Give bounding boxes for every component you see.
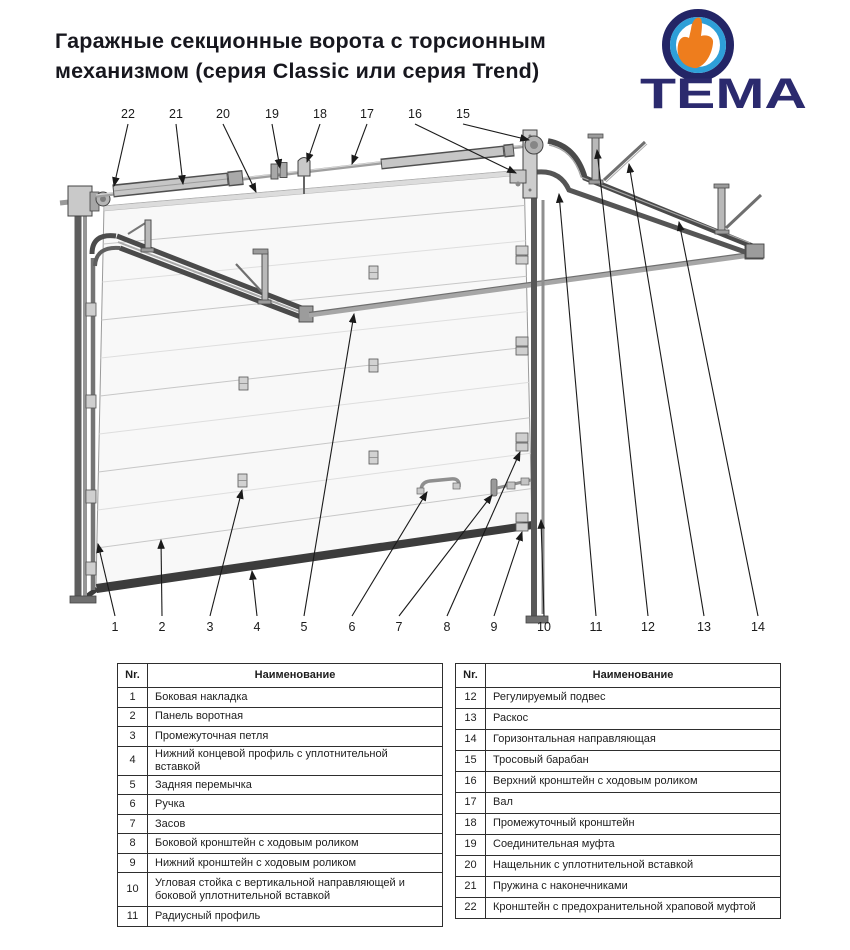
part-name-cell: Соединительная муфта [486,835,781,856]
table-header-row [456,664,781,688]
callout-13: 13 [697,620,711,634]
table-row [118,853,443,873]
safety-ratchet-bracket [68,186,92,216]
part-number-cell: 5 [118,775,148,795]
part-name-cell: Горизонтальная направляющая [486,730,781,751]
name-header: Наименование [486,664,781,688]
callout-19: 19 [265,107,279,121]
part-number-cell: 22 [456,898,486,919]
table-row [118,775,443,795]
part-name-cell: Нижний кронштейн с ходовым роликом [148,853,443,873]
callout-12: 12 [641,620,655,634]
callout-4: 4 [253,620,261,634]
part-number-cell: 6 [118,795,148,815]
table-row [456,877,781,898]
logo-wordmark: ТЕМА [640,70,807,113]
part-number-cell: 13 [456,709,486,730]
table-header-row [118,664,443,688]
part-name-cell: Радиусный профиль [148,907,443,927]
callout-9: 9 [490,620,498,634]
part-number-cell: 4 [118,746,148,775]
part-name-cell: Угловая стойка с вертикальной направляющей и боковой уплотнительной вставкой [148,873,443,907]
table-row [118,746,443,775]
callout-6: 6 [348,620,356,634]
callout-11: 11 [589,620,603,634]
part-number-cell: 12 [456,688,486,709]
title-line-2: механизмом (серия Classic или серия Trend) [55,59,540,83]
part-name-cell: Нащельник с уплотнительной вставкой [486,856,781,877]
part-number-cell: 11 [118,907,148,927]
table-row [118,707,443,727]
part-number-cell: 1 [118,688,148,708]
part-name-cell: Засов [148,814,443,834]
part-name-cell: Верхний кронштейн с ходовым роликом [486,772,781,793]
right-horizontal-track [537,141,764,258]
callout-10: 10 [537,620,551,634]
page-title [55,26,546,86]
part-number-cell: 9 [118,853,148,873]
tema-logo [636,8,811,113]
callout-16: 16 [408,107,422,121]
table-row [118,688,443,708]
callout-17: 17 [360,107,374,121]
part-name-cell: Панель воротная [148,707,443,727]
part-number-cell: 10 [118,873,148,907]
part-number-cell: 8 [118,834,148,854]
part-name-cell: Тросовый барабан [486,751,781,772]
door-assembly-diagram [0,100,850,660]
table-row [118,727,443,747]
parts-table-right [455,663,781,919]
intermediate-bracket [298,158,310,177]
callout-3: 3 [206,620,214,634]
door-panel [86,170,533,597]
callout-14: 14 [751,620,765,634]
callout-22: 22 [121,107,135,121]
part-name-cell: Регулируемый подвес [486,688,781,709]
coupling [271,164,278,179]
part-name-cell: Вал [486,793,781,814]
part-name-cell: Раскос [486,709,781,730]
callout-20: 20 [216,107,230,121]
callout-5: 5 [300,620,308,634]
callout-15: 15 [456,107,470,121]
part-number-cell: 17 [456,793,486,814]
table-row [118,834,443,854]
part-name-cell: Кронштейн с предохранительной храповой муфтой [486,898,781,919]
table-row [118,873,443,907]
table-row [456,898,781,919]
callout-8: 8 [443,620,451,634]
diagonal-brace [604,142,645,180]
part-number-cell: 14 [456,730,486,751]
table-row [118,814,443,834]
parts-table-left [117,663,443,927]
part-name-cell: Боковая накладка [148,688,443,708]
top-roller-bracket [510,170,526,183]
nr-header: Nr. [118,664,148,688]
callout-7: 7 [395,620,403,634]
part-number-cell: 19 [456,835,486,856]
callout-21: 21 [169,107,183,121]
table-row [456,730,781,751]
part-number-cell: 3 [118,727,148,747]
callout-18: 18 [313,107,327,121]
table-row [456,688,781,709]
callout-1: 1 [111,620,119,634]
part-name-cell: Пружина с наконечниками [486,877,781,898]
part-number-cell: 2 [118,707,148,727]
part-number-cell: 20 [456,856,486,877]
callout-2: 2 [158,620,166,634]
part-name-cell: Промежуточная петля [148,727,443,747]
part-number-cell: 21 [456,877,486,898]
diagonal-brace [726,195,761,228]
table-row [456,835,781,856]
logo-ring-icon [666,13,730,77]
part-name-cell: Нижний концевой профиль с уплотнительной вставкой [148,746,443,775]
table-row [456,814,781,835]
part-name-cell: Задняя перемычка [148,775,443,795]
part-name-cell: Промежуточный кронштейн [486,814,781,835]
part-name-cell: Боковой кронштейн с ходовым роликом [148,834,443,854]
table-row [456,772,781,793]
table-row [456,856,781,877]
table-row [118,907,443,927]
part-number-cell: 15 [456,751,486,772]
table-row [456,793,781,814]
name-header: Наименование [148,664,443,688]
table-row [118,795,443,815]
part-number-cell: 18 [456,814,486,835]
title-line-1: Гаражные секционные ворота с торсионным [55,29,547,53]
part-number-cell: 7 [118,814,148,834]
nr-header: Nr. [456,664,486,688]
table-row [456,751,781,772]
part-name-cell: Ручка [148,795,443,815]
table-row [456,709,781,730]
part-number-cell: 16 [456,772,486,793]
